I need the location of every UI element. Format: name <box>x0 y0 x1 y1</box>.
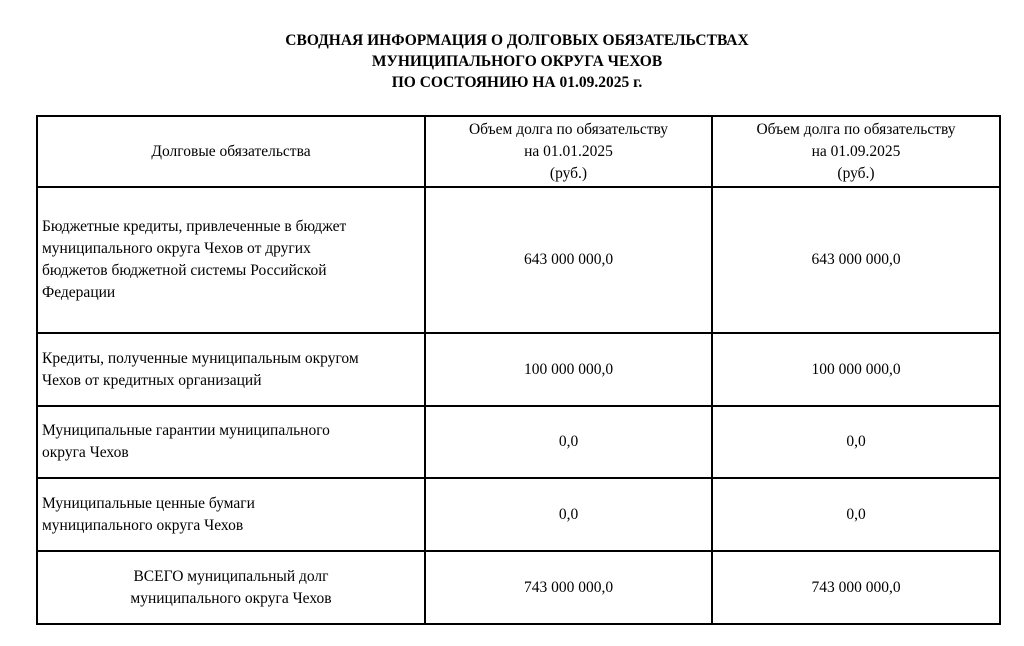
table-row <box>37 333 1000 406</box>
row-guarantees-value-sep: 0,0 <box>712 406 1000 478</box>
row-name-line: муниципального округа Чехов <box>42 516 244 534</box>
row-budget-credits-value-jan: 643 000 000,0 <box>425 187 712 333</box>
table-total-row <box>37 551 1000 624</box>
row-name-line: Федерации <box>42 284 116 301</box>
header-col2-line-3: (руб.) <box>837 164 875 182</box>
row-name-line: Бюджетные кредиты, привлеченные в бюджет <box>42 218 347 235</box>
header-debt-2025-01-01 <box>425 116 712 187</box>
document-title <box>0 30 1024 93</box>
total-debt-value-jan: 743 000 000,0 <box>425 551 712 624</box>
table-row <box>37 406 1000 478</box>
row-guarantees-name <box>37 406 425 478</box>
debt-table <box>36 115 1001 625</box>
row-budget-credits-value-sep: 643 000 000,0 <box>712 187 1000 333</box>
header-obligations <box>37 116 425 187</box>
table-row <box>37 187 1000 333</box>
row-securities-value-jan: 0,0 <box>425 478 712 551</box>
header-col1-line-3: (руб.) <box>549 164 588 182</box>
total-name-line: муниципального округа Чехов <box>130 589 332 607</box>
total-name-line: ВСЕГО муниципальный долг <box>133 567 329 585</box>
row-bank-credits-name <box>37 333 425 406</box>
title-line-2: МУНИЦИПАЛЬНОГО ОКРУГА ЧЕХОВ <box>371 53 663 70</box>
row-bank-credits-value-jan: 100 000 000,0 <box>425 333 712 406</box>
row-name-line: Муниципальные гарантии муниципального <box>42 422 330 439</box>
row-budget-credits-name <box>37 187 425 333</box>
header-debt-2025-09-01 <box>712 116 1000 187</box>
row-name-line: Чехов от кредитных организаций <box>42 371 262 389</box>
title-line-1: СВОДНАЯ ИНФОРМАЦИЯ О ДОЛГОВЫХ ОБЯЗАТЕЛЬСТВАХ <box>285 32 749 49</box>
title-line-3: ПО СОСТОЯНИЮ НА 01.09.2025 г. <box>391 74 643 91</box>
header-obligations-label: Долговые обязательства <box>151 142 311 160</box>
row-securities-value-sep: 0,0 <box>712 478 1000 551</box>
row-name-line: Кредиты, полученные муниципальным округом <box>42 349 359 367</box>
header-col2-line-2: на 01.09.2025 <box>811 142 901 160</box>
header-col2-line-1: Объем долга по обязательству <box>756 120 956 138</box>
row-name-line: муниципального округа Чехов от других <box>42 240 311 257</box>
row-securities-name <box>37 478 425 551</box>
total-debt-value-sep: 743 000 000,0 <box>712 551 1000 624</box>
table-row <box>37 478 1000 551</box>
total-debt-name <box>37 551 425 624</box>
row-name-line: Муниципальные ценные бумаги <box>42 494 255 512</box>
row-name-line: бюджетов бюджетной системы Российской <box>42 262 327 279</box>
row-name-line: округа Чехов <box>42 444 129 461</box>
row-guarantees-value-jan: 0,0 <box>425 406 712 478</box>
table-header-row <box>37 116 1000 187</box>
header-col1-line-1: Объем долга по обязательству <box>468 120 669 138</box>
row-bank-credits-value-sep: 100 000 000,0 <box>712 333 1000 406</box>
header-col1-line-2: на 01.01.2025 <box>524 142 613 160</box>
